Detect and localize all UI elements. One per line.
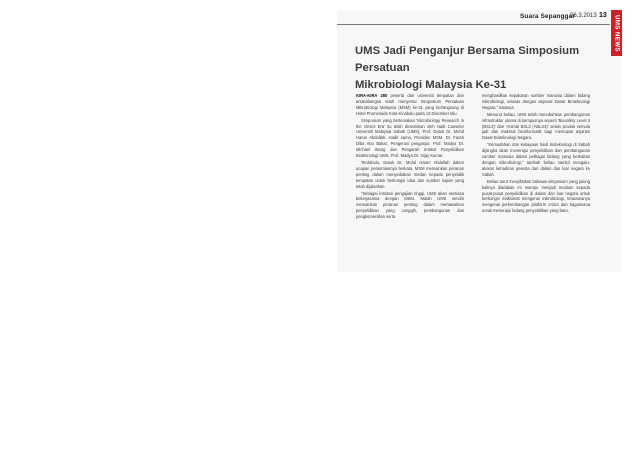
- headline-line-1: UMS Jadi Penganjur Bersama Simposium Persatuan: [355, 45, 580, 74]
- article-headline: [355, 43, 595, 94]
- paragraph: Beliau turut menyifatkan bahawa simposium yang julung kalinya diadakan ini mampu menjadi medium kepada pusat-pusat penyelidikan di dalam dan luar negara untuk berkongsi maklumat mengenai mikrobiologi, terutamanya mengenai perkembangan platform omics dan bagaimana untuk menerajui bidang penyelidikan yang baru.: [482, 178, 590, 214]
- paragraph: menghasilkan kepakaran sumber manusia dalam bidang mikrobiologi, selaras dengan aspirasi Dasar Bioteknologi Negara," katanya.: [482, 93, 590, 110]
- newspaper-name: Suara Sepanggar: [520, 13, 575, 20]
- paragraph: "Sebagai institusi pengajian tinggi, UMS akan sentiasa bekerjasama dengan MSM. Malah UMS sendiri memainkan peranan penting dalam menawarkan penyelidikan yang canggih, pembangunan dan pengkomersilan serta: [356, 190, 464, 220]
- paragraph-text: peserta dari universiti tempatan dan antarabangsa telah menyertai Simposium Persatuan Mikrobiologi Malaysia (MSM) ke-31 yang berlangsung di Hotel Promenade Kota Kinabalu pada 13 Disember lalu.: [356, 93, 464, 116]
- section-tab: UMS NEWS: [611, 10, 622, 56]
- paragraph: Terdahulu, Datuk Dr. Mohd Harun Abdullah dalam ucapan perasmiannya berkata, MSM memainkan peranan penting dalam menyediakan medan kepada penyelidik tempatan untuk berkongsi idea dan sumber kajian yang telah dijalankan.: [356, 159, 464, 189]
- paragraph: Menurut beliau, UMS telah menubuhkan pembangunan infrastruktur utama di kampusnya seperti 'Biosafety Level 3 (BSL3)' dan 'Animal BSL3 (ABLS3)' selain produk semula jadi dan makmal bioinformatik bagi mencapai aspirasi Dasar Bioteknologi Negara.: [482, 111, 590, 141]
- issue-date: 06.3.2013: [570, 13, 597, 19]
- headline-line-2: Mikrobiologi Malaysia Ke-31: [355, 79, 507, 91]
- newspaper-clipping: [337, 10, 622, 272]
- article-column-left: [356, 93, 464, 221]
- paragraph: "Kemudahan dan kekayaan hasil bioteknologi di Sabah dijangka akan menerajui penyelidikan dan pembangunan sumber manusia dalam pelbagai bidang yang berkaitan dengan mikrobiologi," tambah beliau sambil mengalu-alukan kehadiran peserta dari dalam dan luar negara ke Sabah.: [482, 142, 590, 177]
- page-header: [337, 10, 610, 25]
- article-column-right: [482, 93, 590, 215]
- page-number: 13: [599, 12, 607, 19]
- paragraph: Simposium yang bertemakan 'Microbiology Research in the Omics Era' itu telah dirasmikan oleh Naib Canselor Universiti Malaysia Sabah (UMS), Prof. Datuk Dr. Mohd Harun Abdullah. Hadir sama, Presiden MSM, Dr. Farah Diba Abu Bakar; Pengerusi penganjur, Prof. Madya Dr. Michael Wong dan Pengarah Institut Penyelidikan Bioteknologi UMS, Prof. Madya Dr. Vijay Kumar.: [356, 117, 464, 159]
- paragraph: [356, 93, 464, 117]
- lead-in: KIRA-KIRA 280: [356, 93, 388, 98]
